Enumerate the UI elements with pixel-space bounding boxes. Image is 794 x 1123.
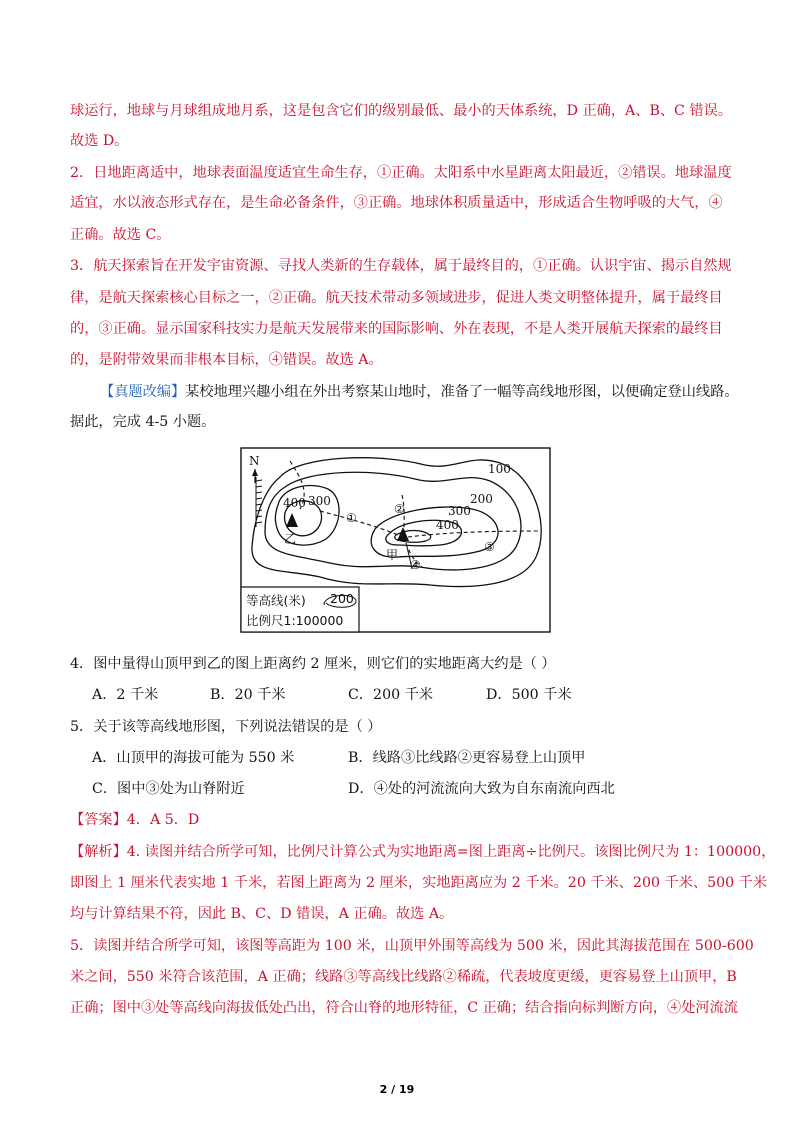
question-4: 4．图中量得山顶甲到乙的图上距离约 2 厘米，则它们的实地距离大约是（ ） — [70, 656, 556, 672]
contour-label-300-left: 300 — [308, 494, 331, 508]
route-label-3: ③ — [484, 540, 495, 554]
analysis-line: 5．读图并结合所学可知，该图等高距为 100 米，山顶甲外围等高线为 500 米，因此其海拔范围在 500-600 — [70, 938, 754, 954]
q5-option-b[interactable]: B．线路③比线路②更容易登上山顶甲 — [348, 750, 586, 766]
q4-option-a[interactable]: A．2 千米 — [92, 687, 159, 703]
legend-scale: 比例尺1:100000 — [246, 613, 344, 628]
explain-q3-line: 的，是附带效果而非根本目标，④错误。故选 A。 — [70, 352, 383, 368]
contour-label-300-right: 300 — [448, 504, 471, 518]
peak-jia-label: 甲 — [386, 548, 399, 562]
explain-line: 球运行，地球与月球组成地月系，这是包含它们的级别最低、最小的天体系统，D 正确，A、B、C 错误。 — [70, 103, 732, 119]
analysis-line: 即图上 1 厘米代表实地 1 千米，若图上距离为 2 厘米，实地距离应为 2 千米。20 千米、200 千米、500 千米 — [70, 875, 768, 891]
contour-label-200: 200 — [470, 492, 493, 506]
q4-option-d[interactable]: D．500 千米 — [486, 687, 572, 703]
contour-map — [240, 447, 551, 633]
answer-line: 【答案】4．A 5．D — [70, 812, 200, 828]
intro-line — [100, 382, 738, 402]
explain-q3-line: 律，是航天探索核心目标之一，②正确。航天技术带动多领域进步，促进人类文明整体提升，属于最终目 — [70, 290, 723, 306]
explain-q2-line: 正确。故选 C。 — [70, 227, 171, 243]
peak-yi-label: 乙 — [284, 532, 297, 546]
q5-option-a[interactable]: A．山顶甲的海拔可能为 550 米 — [92, 750, 295, 766]
q4-option-c[interactable]: C．200 千米 — [348, 687, 434, 703]
analysis-line: 均与计算结果不符，因此 B、C、D 错误，A 正确。故选 A。 — [70, 906, 454, 922]
page-number: 2 / 19 — [379, 1083, 415, 1096]
analysis-line: 【解析】4. 读图并结合所学可知，比例尺计算公式为实地距离=图上距离÷比例尺。该图比例尺为 1：100000， — [70, 844, 776, 860]
route-label-4: ④ — [410, 558, 421, 572]
explain-q2-line: 2．日地距离适中，地球表面温度适宜生命生存，①正确。太阳系中水星距离太阳最近，②错误。地球温度 — [70, 165, 732, 181]
legend-contour-label: 等高线(米) — [246, 593, 306, 608]
north-arrow-icon — [252, 469, 258, 476]
contour-map-svg — [240, 447, 551, 633]
explain-line: 故选 D。 — [70, 133, 129, 149]
route-label-1: ① — [346, 511, 357, 525]
intro-line-2: 据此，完成 4-5 小题。 — [70, 414, 216, 430]
question-5: 5．关于该等高线地形图，下列说法错误的是（ ） — [70, 719, 382, 735]
q5-option-d[interactable]: D．④处的河流流向大致为自东南流向西北 — [348, 781, 615, 797]
contour-label-100: 100 — [488, 462, 511, 476]
explain-q3-line: 3．航天探索旨在开发宇宙资源、寻找人类新的生存载体，属于最终目的，①正确。认识宇宙、揭示自然规 — [70, 258, 732, 274]
q4-option-b[interactable]: B．20 千米 — [210, 687, 286, 703]
north-label: N — [249, 454, 260, 468]
contour-label-400-right: 400 — [436, 518, 459, 532]
contour-label-400-left: 400 — [283, 496, 306, 510]
explain-q2-line: 适宜，水以液态形式存在，是生命必备条件，③正确。地球体积质量适中，形成适合生物呼吸的大气，④ — [70, 195, 723, 211]
legend-contour-value: 200 — [330, 591, 354, 606]
analysis-line: 米之间，550 米符合该范围，A 正确；线路③等高线比线路②稀疏，代表坡度更缓，更容易登上山顶甲，B — [70, 969, 737, 985]
route-label-2: ② — [394, 502, 405, 516]
analysis-line: 正确；图中③处等高线向海拔低处凸出，符合山脊的地形特征，C 正确；结合指向标判断方向，④处河流流 — [70, 1000, 738, 1016]
peak-yi-icon — [286, 513, 298, 527]
source-tag: 【真题改编】 — [100, 384, 186, 400]
q5-option-c[interactable]: C．图中③处为山脊附近 — [92, 781, 245, 797]
intro-text: 某校地理兴趣小组在外出考察某山地时，准备了一幅等高线地形图，以便确定登山线路。 — [185, 384, 739, 400]
explain-q3-line: 的，③正确。显示国家科技实力是航天发展带来的国际影响、外在表现，不是人类开展航天探索的最终目 — [70, 321, 723, 337]
